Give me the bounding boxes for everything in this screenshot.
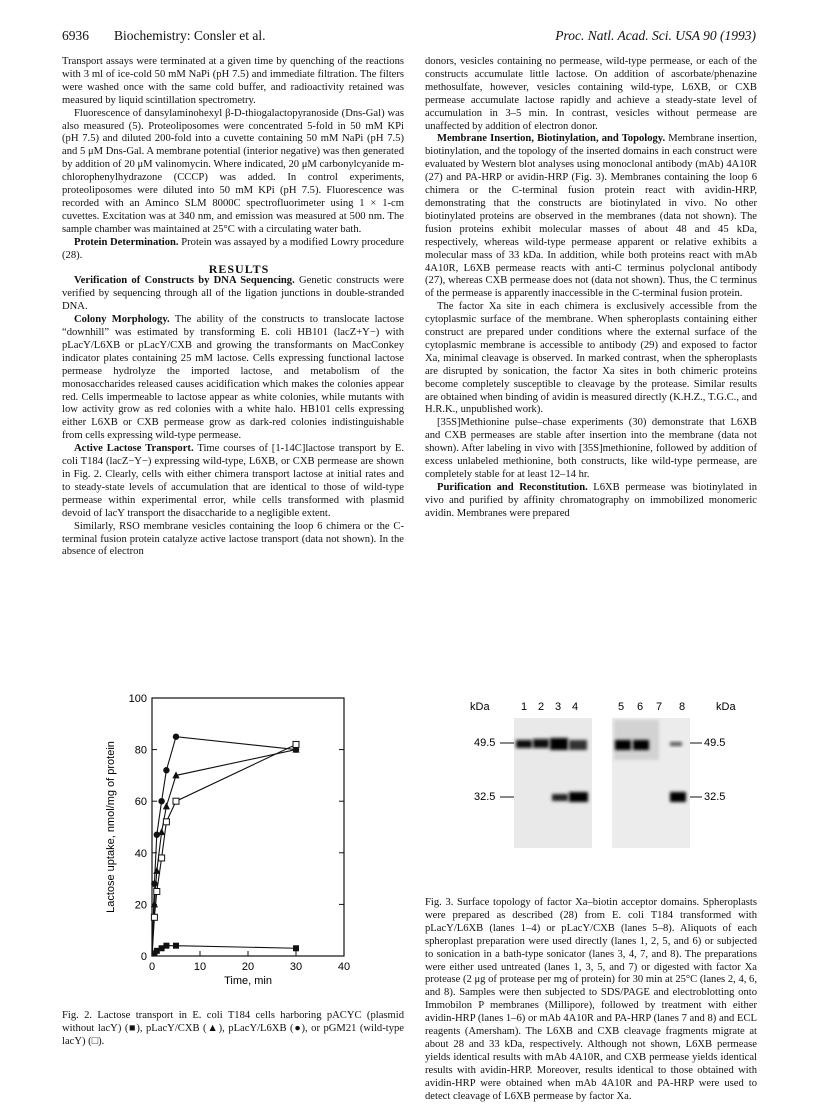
x-tick-label: 0 [148, 961, 156, 973]
running-header [62, 28, 756, 48]
mw-marker-right-bottom: 32.5 [704, 791, 726, 803]
y-tick-label: 0 [140, 951, 147, 963]
paragraph: donors, vesicles containing no permease, wild-type permease, or each of the constructs accumulate little lactose. On addition of ascorbate/phenazine methosulfate, however, vesicles containing wild-type, L6XB, or CXB permease accumulate lactose rapidly and achieve a steady-state level of accumulation in 3–5 min. In contrast, vesicles without permease are unaffected by addition of electron donor. [425, 56, 757, 132]
lane-number: 1 [521, 701, 528, 713]
x-axis-label: Time, min [224, 975, 272, 987]
figure-2-caption-text: Lactose transport in E. coli T184 cells harboring pACYC (plasmid without lacY) (■), pLacY/CXB (▲), pLacY/L6XB (●), or pGM21 (wild-type lacY) (□). [62, 1010, 404, 1047]
data-point-open-square [163, 819, 169, 825]
lane-number: 4 [572, 701, 579, 713]
figure-3-caption-text: Surface topology of factor Xa–biotin acceptor domains. Spheroplasts were prepared as described (28) from E. coli T184 transformed with pLacY/L6XB (lanes 1–4) or pLacY/CXB (lanes 5–8). Aliquots of each spheroplast preparation were used directly (lanes 1, 2, 5, and 6) or subjected to sonication in a bath-type sonicator (lanes 3, 4, 7, and 8). The preparations were either used untreated (lanes 1, 3, 5, and 7) or digested with factor Xa protease (2 μg of protease per mg of protein) for 30 min at 25°C (lanes 2, 4, 6, and 8). Samples were then subjected to SDS/PAGE and electroblotting onto Immobilon P membranes (Millipore), followed by treatment with either avidin-HRP (lanes 1–6) or mAb 4A10R and PA-HRP (lanes 7 and 8) and ECL reagents (Amersham). The L6XB and CXB cleavage fragments migrate at about 28 and 33 kDa, respectively. Although not shown, L6XB permease yields identical results with mAb 4A10R, and CXB permease yields identical results with avidin-HRP. Moreover, results identical to those obtained with avidin-HRP were obtained when mAb 4A10R and PA-HRP were used to detect cleavage of L6XB permease by factor Xa. [425, 897, 757, 1102]
data-point-circle [158, 798, 164, 804]
blot-band [550, 738, 568, 750]
paragraph-text: Protein was assayed by a modified Lowry procedure (28). [62, 236, 404, 261]
data-point-circle [151, 881, 157, 887]
paragraph-heading: Membrane Insertion, Biotinylation, and Topology. [437, 133, 666, 145]
blot-band [633, 740, 649, 750]
paragraph-heading: Purification and Reconstitution. [437, 481, 588, 493]
blot-band [569, 792, 588, 802]
paragraph-heading: Colony Morphology. [74, 314, 170, 326]
paragraph-text: Time courses of [1-14C]lactose transport by E. coli T184 (lacZ−Y−) expressing wild-type, L6XB, or CXB permease are shown in Fig. 2. Clearly, cells with either chimera transport lactose at initial rates and to steady-state levels of accumulation that are identical to those of wild-type permease within experimental error, while cells transformed with plasmid devoid of lacY transport the disaccharide to a negligible extent. [62, 443, 404, 519]
data-point-square [163, 943, 169, 949]
paragraph [425, 482, 757, 521]
blot-band [516, 740, 532, 748]
paragraph-text: Genetic constructs were verified by sequencing through all of the ligation junctions in double-stranded DNA. [62, 275, 404, 313]
data-point-open-square [159, 855, 165, 861]
x-tick-label: 40 [337, 961, 351, 973]
paragraph: [35S]Methionine pulse–chase experiments (30) demonstrate that L6XB and CXB permeases are stable after insertion into the membrane (data not shown). After labeling in vivo with [35S]methionine, followed by addition of excess unlabeled methionine, both constructs, like wild-type permease, are completely stable for at least 12–14 hr. [425, 417, 757, 480]
y-tick-label: 60 [134, 796, 147, 809]
y-tick-label: 40 [134, 847, 147, 860]
blot-band [533, 739, 549, 748]
paragraph-heading: Verification of Constructs by DNA Sequencing. [74, 275, 295, 287]
data-point-open-square [293, 741, 299, 747]
data-point-circle [173, 734, 179, 740]
paragraph: Transport assays were terminated at a given time by quenching of the reactions with 3 ml of ice-cold 50 mM NaPi (pH 7.5) and immediate filtration. The filters were washed once with the same cold buffer, and radioactivity retained was measured by liquid scintillation spectrometry. [62, 56, 404, 106]
blot-band [615, 740, 631, 750]
lane-number: 7 [656, 701, 663, 713]
mw-marker-left-top: 49.5 [474, 737, 496, 749]
paragraph [425, 133, 757, 301]
left-column [62, 56, 404, 559]
y-tick-label: 20 [134, 899, 147, 912]
western-blot-image [452, 688, 752, 868]
journal-section-author: Biochemistry: Consler et al. [114, 28, 266, 43]
paragraph-text: The ability of the constructs to translocate lactose “downhill” was estimated by transforming E. coli HB101 (lacZ+Y−) with pLacY/L6XB or pLacY/CXB and growing the transformants on MacConkey indicator plates containing 25 mM lactose. Cells expressing functional lactose permease hydrolyze the imported lactose, and metabolism of the monosaccharides released causes acidification which makes the colonies appear red. Cells impermeable to lactose appear as white colonies, while mutants with low activity grow as red colonies with a white halo. HB101 cells expressing either L6XB or CXB permease grow as dark-red colonies indistinguishable from cells expressing wild-type permease. [62, 314, 404, 442]
data-point-open-square [154, 889, 160, 895]
data-point-open-square [151, 914, 157, 920]
kda-label-right: kDa [716, 701, 736, 713]
lane-number: 5 [618, 701, 625, 713]
mw-marker-right-top: 49.5 [704, 737, 726, 749]
right-column [425, 56, 757, 521]
y-tick-label: 80 [134, 744, 147, 757]
mw-marker-left-bottom: 32.5 [474, 791, 496, 803]
lane-number: 2 [538, 701, 545, 713]
paragraph [62, 237, 404, 263]
journal-citation: Proc. Natl. Acad. Sci. USA 90 (1993) [555, 28, 756, 43]
figure-3-western-blot [452, 688, 752, 868]
paragraph [62, 275, 404, 314]
paragraph [62, 443, 404, 520]
x-tick-label: 20 [241, 961, 255, 973]
paragraph [62, 314, 404, 443]
paragraph: Fluorescence of dansylaminohexyl β-D-thiogalactopyranoside (Dns-Gal) was also measured (5). Proteoliposomes were concentrated 5-fold in 50 mM KPi (pH 7.5) and diluted 200-fold into a cuvette containing 50 mM NaPi (pH 7.5) and 5 μM Dns-Gal. A membrane potential (interior negative) was then generated by addition of 20 μM valinomycin. Where indicated, 20 μM carbonylcyanide m-chlorophenylhydrazone (CCCP) was added. In control experiments, proteoliposomes were diluted into 50 mM KPi (pH 7.5). Fluorescence was recorded with an Aminco SLM 8000C spectrofluorimeter using 1 × 1-cm cuvettes. Excitation was at 340 nm, and emission was measured at 500 nm. The sample chamber was maintained at 25°C with a circulating water bath. [62, 107, 404, 235]
y-tick-label: 100 [128, 693, 147, 705]
x-tick-label: 10 [193, 961, 207, 973]
paragraph-text: Membrane insertion, biotinylation, and the topology of the inserted domains in each construct were evaluated by Western blot analyses using monoclonal antibody (mAb) 4A10R (27) and PA-HRP or avidin-HRP (Fig. 3). Membranes containing the loop 6 chimera or the C-terminal fusion protein react with avidin-HRP, demonstrating that the constructs are biotinylated in vivo. No other biotinylated proteins are observed in the membranes (data not shown). The fusion proteins exhibit molecular masses of about 48 and 45 kDa, respectively, whereas wild-type permease apparent or relative exhibits a molecular mass of 33 kDa. In addition, while both proteins react with mAb 4A10R, L6XB permease reacts with anti-C terminus polyclonal antibody (27), whereas CXB permease does not (data not shown). Thus, the C terminus of the permease is apparently inaccessible in the C-terminal fusion protein. [425, 133, 757, 300]
data-point-circle [163, 767, 169, 773]
paragraph: The factor Xa site in each chimera is exclusively accessible from the cytoplasmic surface of the membrane. When spheroplasts containing either construct are prepared under conditions where the external surface of the cytoplasmic membrane is accessible to antibody (29) and exposed to factor Xa, minimal cleavage is observed. In marked contrast, when the spheroplasts are disrupted by sonication, the factor Xa sites in both chimeric proteins become completely susceptible to cleavage by the protease. Similar results are obtained when binding of avidin is measured directly (K.H.Z., T.G.C., and H.R.K., unpublished work). [425, 301, 757, 416]
kda-label-left: kDa [470, 701, 490, 713]
data-point-square [173, 943, 179, 949]
data-point-square [293, 945, 299, 951]
page-number: 6936 [62, 28, 89, 43]
blot-band [670, 792, 686, 802]
data-point-circle [154, 832, 160, 838]
lane-number: 8 [679, 701, 686, 713]
section-title: RESULTS [208, 261, 270, 276]
paragraph: Similarly, RSO membrane vesicles containing the loop 6 chimera or the C-terminal fusion protein catalyze active lactose transport (data not shown). In the absence of electron [62, 520, 404, 558]
blot-band [552, 794, 568, 801]
figure-3-caption [425, 897, 757, 1104]
lane-number: 3 [555, 701, 562, 713]
paragraph-heading: Active Lactose Transport. [74, 443, 194, 455]
figure-2-caption [62, 1010, 404, 1049]
blot-band [569, 740, 587, 750]
series-line [152, 737, 296, 956]
lactose-uptake-plot [100, 688, 360, 1000]
data-point-open-square [173, 798, 179, 804]
lane-number: 6 [637, 701, 644, 713]
paragraph-heading: Protein Determination. [74, 236, 179, 248]
x-tick-label: 30 [289, 961, 303, 973]
blot-band [670, 742, 682, 746]
figure-3-label: Fig. 3. [425, 897, 454, 908]
blot-panel-left [514, 718, 592, 848]
paragraph-text: L6XB permease was biotinylated in vivo and purified by affinity chromatography on immobilized monomeric avidin. Membranes were prepared [425, 481, 757, 519]
figure-2-label: Fig. 2. [62, 1010, 93, 1021]
figure-2-chart [100, 688, 360, 1000]
y-axis-label: Lactose uptake, nmol/mg of protein [105, 741, 117, 913]
series-line [152, 750, 296, 956]
